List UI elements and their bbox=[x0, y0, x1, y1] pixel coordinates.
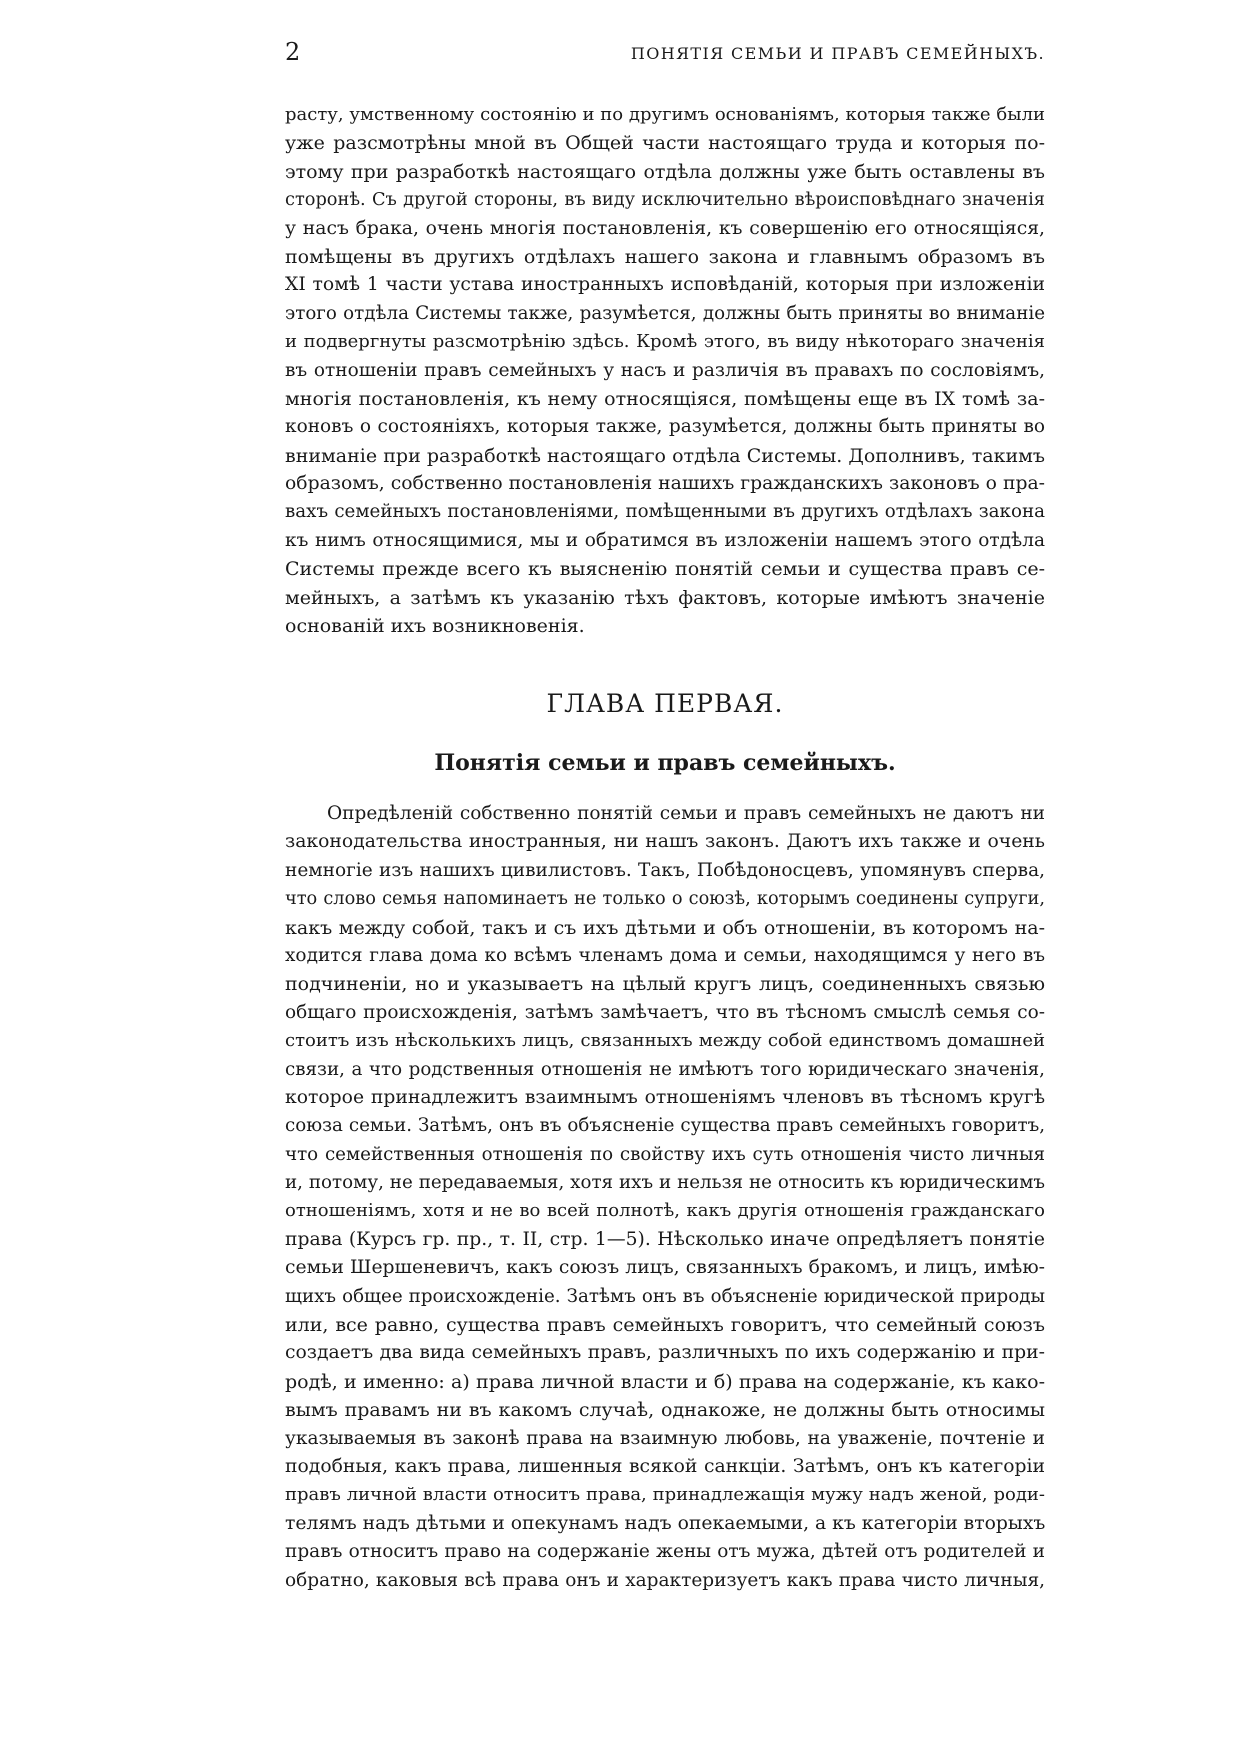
text-line: союза семьи. Затѣмъ, онъ въ объясненіе существа правъ семейныхъ говоритъ, bbox=[285, 1115, 1045, 1137]
chapter-heading: ГЛАВА ПЕРВАЯ. bbox=[546, 689, 784, 718]
text-line: Опредѣленій собственно понятій семьи и правъ семейныхъ не даютъ ни bbox=[327, 803, 1045, 824]
text-line: сторонѣ. Съ другой стороны, въ виду исключительно вѣроисповѣднаго значенія bbox=[285, 190, 1045, 211]
text-line: образомъ, собственно постановленія нашихъ гражданскихъ законовъ о пра- bbox=[285, 473, 1045, 495]
text-line: уже разсмотрѣны мной въ Общей части настоящаго труда и которыя по- bbox=[285, 132, 1045, 155]
text-line: коновъ о состояніяхъ, которыя также, разумѣется, должны быть приняты во bbox=[285, 416, 1045, 438]
text-line: вымъ правамъ ни въ какомъ случаѣ, однакоже, не должны быть относимы bbox=[285, 1399, 1045, 1422]
text-line: многія постановленія, къ нему относящіяся, помѣщены еще въ IX томѣ за- bbox=[285, 387, 1045, 410]
chapter-title: Понятія семьи и правъ семейныхъ. bbox=[434, 750, 896, 776]
text-line: общаго происхожденія, затѣмъ замѣчаетъ, что въ тѣсномъ смыслѣ семья со- bbox=[285, 1001, 1045, 1023]
main-paragraph bbox=[285, 800, 1045, 1595]
text-line: связи, а что родственныя отношенія не имѣютъ того юридическаго значенія, bbox=[285, 1058, 1045, 1080]
text-line: стоитъ изъ нѣсколькихъ лицъ, связанныхъ между собой единствомъ домашней bbox=[285, 1030, 1045, 1052]
text-line: указываемыя въ законѣ права на взаимную любовь, на уваженіе, почтеніе и bbox=[285, 1427, 1045, 1449]
text-line: правъ личной власти относитъ права, принадлежащія мужу надъ женой, роди- bbox=[285, 1484, 1045, 1506]
text-line: XI томѣ 1 части устава иностранныхъ исповѣданій, которыя при изложеніи bbox=[285, 274, 1045, 296]
running-head bbox=[285, 38, 1045, 68]
text-line: обратно, каковыя всѣ права онъ и характеризуетъ какъ права чисто личныя, bbox=[285, 1569, 1045, 1591]
text-line: права (Курсъ гр. пр., т. II, стр. 1—5). Нѣсколько иначе опредѣляетъ понятіе bbox=[285, 1228, 1045, 1250]
text-line: этого отдѣла Системы также, разумѣется, должны быть приняты во вниманіе bbox=[285, 302, 1045, 324]
text-line: немногіе изъ нашихъ цивилистовъ. Такъ, Побѣдоносцевъ, упомянувъ сперва, bbox=[285, 859, 1045, 881]
running-title: ПОНЯТІЯ СЕМЬИ И ПРАВЪ СЕМЕЙНЫХЪ. bbox=[630, 44, 1045, 63]
text-line: и, потому, не передаваемыя, хотя ихъ и нельзя не относить къ юридическимъ bbox=[285, 1172, 1045, 1194]
text-line: щихъ общее происхожденіе. Затѣмъ онъ въ объясненіе юридической природы bbox=[285, 1285, 1045, 1307]
text-line: этому при разработкѣ настоящаго отдѣла должны уже быть оставлены въ bbox=[285, 160, 1045, 183]
text-line: у насъ брака, очень многія постановленія, къ совершенію его относящіяся, bbox=[285, 217, 1045, 239]
top-paragraph bbox=[285, 101, 1045, 640]
text-line: мейныхъ, а затѣмъ къ указанію тѣхъ фактовъ, которые имѣютъ значеніе bbox=[285, 586, 1045, 609]
text-line: создаетъ два вида семейныхъ правъ, различныхъ по ихъ содержанію и при- bbox=[285, 1342, 1045, 1364]
text-line: къ нимъ относящимися, мы и обратимся въ изложеніи нашемъ этого отдѣла bbox=[285, 529, 1045, 551]
text-line: какъ между собой, такъ и съ ихъ дѣтьми и объ отношеніи, въ которомъ на- bbox=[285, 916, 1045, 939]
text-line: Системы прежде всего къ выясненію понятій семьи и существа правъ се- bbox=[285, 558, 1045, 581]
text-line: которое принадлежитъ взаимнымъ отношеніямъ членовъ въ тѣсномъ кругѣ bbox=[285, 1086, 1045, 1108]
text-line: семьи Шершеневичъ, какъ союзъ лицъ, связанныхъ бракомъ, и лицъ, имѣю- bbox=[285, 1257, 1045, 1279]
text-line: расту, умственному состоянію и по другимъ основаніямъ, которыя также были bbox=[285, 104, 1045, 125]
text-line: вниманіе при разработкѣ настоящаго отдѣла Системы. Дополнивъ, такимъ bbox=[285, 444, 1045, 467]
text-line: вахъ семейныхъ постановленіями, помѣщенными въ другихъ отдѣлахъ закона bbox=[285, 501, 1045, 523]
text-line: правъ относитъ право на содержаніе жены отъ мужа, дѣтей отъ родителей и bbox=[285, 1541, 1045, 1563]
text-line: родѣ, и именно: а) права личной власти и б) права на содержаніе, къ како- bbox=[285, 1370, 1045, 1393]
text-line: законодательства иностранныя, ни нашъ законъ. Даютъ ихъ также и очень bbox=[285, 831, 1045, 853]
text-line: телямъ надъ дѣтьми и опекунамъ надъ опекаемыми, а къ категоріи вторыхъ bbox=[285, 1512, 1045, 1534]
text-line: ходится глава дома ко всѣмъ членамъ дома и семьи, находящимся у него въ bbox=[285, 944, 1045, 966]
text-line: подобныя, какъ права, лишенныя всякой санкціи. Затѣмъ, онъ къ категоріи bbox=[285, 1455, 1045, 1477]
text-line: помѣщены въ другихъ отдѣлахъ нашего закона и главнымъ образомъ въ bbox=[285, 245, 1045, 268]
text-line: въ отношеніи правъ семейныхъ у насъ и различія въ правахъ по сословіямъ, bbox=[285, 359, 1045, 381]
text-line: и подвергнуты разсмотрѣнію здѣсь. Кромѣ этого, въ виду нѣкотораго значенія bbox=[285, 331, 1045, 353]
page-number: 2 bbox=[285, 38, 301, 66]
text-line: подчиненіи, но и указываетъ на цѣлый кругъ лицъ, соединенныхъ связью bbox=[285, 973, 1045, 996]
text-line: основаній ихъ возникновенія. bbox=[285, 615, 585, 638]
text-line: отношеніямъ, хотя и не во всей полнотѣ, какъ другія отношенія гражданскаго bbox=[285, 1200, 1045, 1222]
text-line: что семейственныя отношенія по свойству ихъ суть отношенія чисто личныя bbox=[285, 1143, 1045, 1165]
text-line: что слово семья напоминаетъ не только о союзѣ, которымъ соединены супруги, bbox=[285, 889, 1045, 910]
text-line: или, все равно, существа правъ семейныхъ говоритъ, что семейный союзъ bbox=[285, 1314, 1045, 1337]
